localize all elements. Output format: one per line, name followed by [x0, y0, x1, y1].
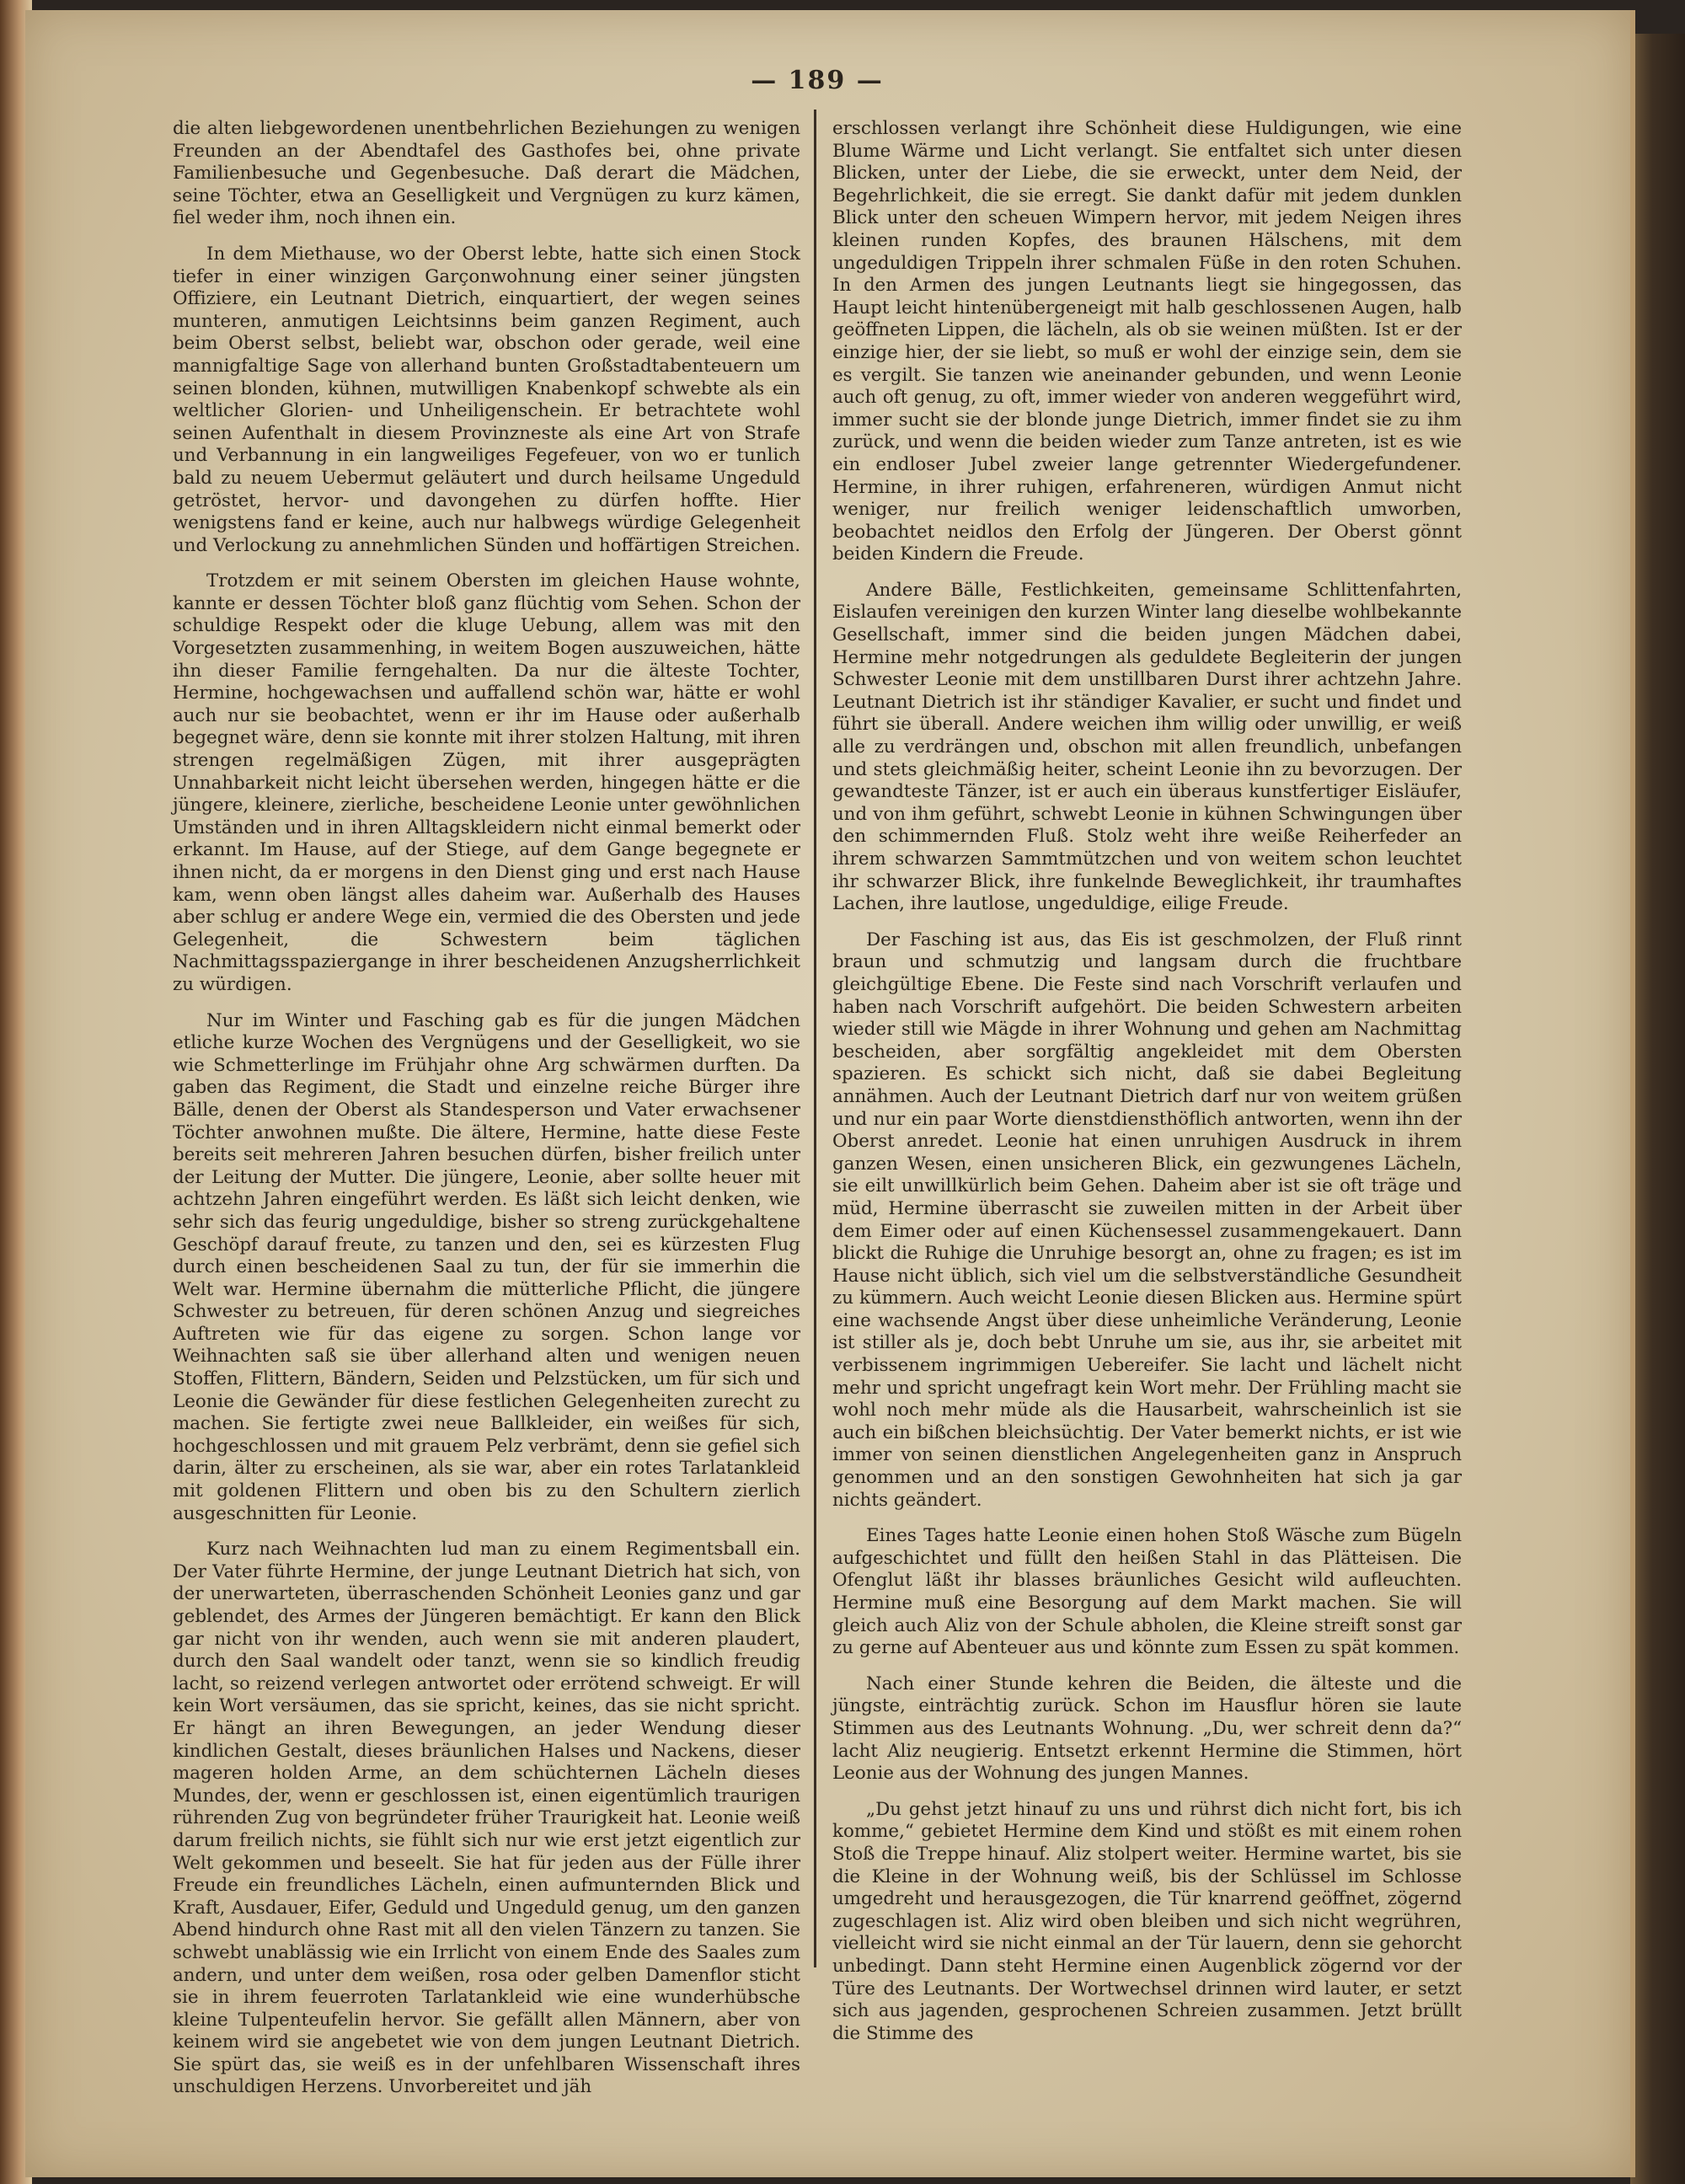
paragraph: Trotzdem er mit seinem Obersten im gleichen Hause wohnte, kannte er dessen Töchter bloß ganz flüchtig vom Sehen. Schon der schuldige Respekt oder die kluge Uebung, allem was mit den Vorgesetzten zusammenhing, in weitem Bogen auszuweichen, hätte ihn dieser Familie ferngehalten. Da nur die älteste Tochter, Hermine, hochgewachsen und auffallend schön war, hätte er wohl auch nur sie beobachtet, wenn er ihr im Hause oder außerhalb begegnet wäre, denn sie konnte mit ihrer stolzen Haltung, mit ihren strengen regelmäßigen Zügen, mit ihrer ausgeprägten Unnahbarkeit nicht leicht übersehen werden, hingegen hätte er die jüngere, kleinere, zierliche, bescheidene Leonie unter gewöhnlichen Umständen und in ihren Alltagskleidern nicht einmal bemerkt oder erkannt. Im Hause, auf der Stiege, auf dem Gange begegnete er ihnen nicht, da er morgens in den Dienst ging und erst nach Hause kam, wenn oben längst alles daheim war. Außerhalb des Hauses aber schlug er andere Wege ein, vermied die des Obersten und jede Gelegenheit, die Schwestern beim täglichen Nachmittagsspaziergange in ihrer bescheidenen Anzugsherrlichkeit zu würdigen.	[173, 570, 800, 995]
paragraph: In dem Miethause, wo der Oberst lebte, hatte sich einen Stock tiefer in einer winzigen Garçonwohnung einer seiner jüngsten Offiziere, ein Leutnant Dietrich, einquartiert, der wegen seines munteren, anmutigen Leichtsinns beim ganzen Regiment, auch beim Oberst selbst, beliebt war, obschon oder gerade, weil eine mannigfaltige Sage von allerhand bunten Großstadtabenteuern um seinen blonden, kühnen, mutwilligen Knabenkopf schwebte als ein weltlicher Glorien- und Unheiligenschein. Er betrachtete wohl seinen Aufenthalt in diesem Provinzneste als eine Art von Strafe und Verbannung in ein langweiliges Fegefeuer, von wo er tunlich bald zu neuem Uebermut geläutert und durch heilsame Ungeduld getröstet, hervor- und davongehen zu dürfen hoffte. Hier wenigstens fand er keine, auch nur halbwegs würdige Gelegenheit und Verlockung zu annehmlichen Sünden und hoffärtigen Streichen.	[173, 243, 801, 556]
right-column	[832, 118, 1462, 2058]
paragraph: Andere Bälle, Festlichkeiten, gemeinsame Schlittenfahrten, Eislaufen vereinigen den kurzen Winter lang dieselbe wohlbekannte Gesellschaft, immer sind die beiden jungen Mädchen dabei, Hermine mehr notgedrungen als geduldete Begleiterin der jungen Schwester Leonie mit dem unstillbaren Durst ihrer achtzehn Jahre. Leutnant Dietrich ist ihr ständiger Kavalier, er sucht und findet und führt sie überall. Andere weichen ihm willig oder unwillig, er weiß alle zu verdrängen und, obschon mit allen freundlich, unbefangen und stets gleichmäßig heiter, scheint Leonie ihn zu bevorzugen. Der gewandteste Tänzer, ist er auch ein überaus kunstfertiger Eisläufer, und von ihm geführt, schwebt Leonie in kühnen Schwingungen über den schimmernden Fluß. Stolz weht ihre weiße Reiherfeder an ihrem schwarzen Sammtmützchen und von weitem schon leuchtet ihr schwarzer Blick, ihre funkelnde Beweglichkeit, ihr traumhaftes Lachen, ihre lautlose, ungeduldige, eilige Freude.	[832, 579, 1462, 915]
book-edge-right	[1630, 34, 1685, 2184]
paragraph: Der Fasching ist aus, das Eis ist geschmolzen, der Fluß rinnt braun und schmutzig und langsam durch die fruchtbare gleichgültige Ebene. Die Feste sind nach Vorschrift verlaufen und haben nach Vorschrift aufgehört. Die beiden Schwestern arbeiten wieder still wie Mägde in ihrer Wohnung und gehen am Nachmittag bescheiden, aber sorgfältig angekleidet mit dem Obersten spazieren. Es schickt sich nicht, daß sie dabei Begleitung annähmen. Auch der Leutnant Dietrich darf nur von weitem grüßen und nur ein paar Worte dienstdiensthöflich antworten, wenn ihn der Oberst anredet. Leonie hat einen unruhigen Ausdruck in ihrem ganzen Wesen, einen unsicheren Blick, ein gezwungenes Lächeln, sie eilt unwillkürlich beim Gehen. Daheim aber ist sie oft träge und müd, Hermine überrascht sie zuweilen mitten in der Arbeit über dem Eimer oder auf einen Küchensessel zusammengekauert. Dann blickt die Ruhige die Unruhige besorgt an, ohne zu fragen; es ist im Hause nicht üblich, sich viel um die selbstverständliche Gesundheit zu kümmern. Auch weicht Leonie diesen Blicken aus. Hermine spürt eine wachsende Angst über diese unheimliche Veränderung, Leonie ist stiller als je, doch bebt Unruhe um sie, aus ihr, sie arbeitet mit verbissenem ingrimmigen Uebereifer. Sie lacht und lächelt nicht mehr und spricht ungefragt kein Wort mehr. Der Frühling macht sie wohl noch mehr müde als die Hausarbeit, wahrscheinlich ist sie auch ein bißchen bleichsüchtig. Der Vater bemerkt nichts, er ist wie immer von seinen dienstlichen Angelegenheiten ganz in Anspruch genommen und an den sonstigen Gewohnheiten hat sich ja gar nichts geändert.	[832, 929, 1462, 1511]
paragraph: Eines Tages hatte Leonie einen hohen Stoß Wäsche zum Bügeln aufgeschichtet und füllt den heißen Stahl in das Plätteisen. Die Ofenglut läßt ihr blasses bräunliches Gesicht wild aufleuchten. Hermine muß eine Besorgung auf dem Markt machen. Sie will gleich auch Aliz von der Schule abholen, die Kleine streift sonst gar zu gerne auf Abenteuer aus und könnte zum Essen zu spät kommen.	[832, 1525, 1462, 1659]
left-column	[173, 118, 800, 2112]
paragraph: „Du gehst jetzt hinauf zu uns und rührst dich nicht fort, bis ich komme,“ gebietet Hermine dem Kind und stößt es mit einem rohen Stoß die Treppe hinauf. Aliz stolpert weiter. Hermine wartet, bis sie die Kleine in der Wohnung weiß, bis der Schlüssel im Schlosse umgedreht und herausgezogen, die Tür knarrend geöffnet, zögernd zugeschlagen ist. Aliz wird oben bleiben und sich nicht wegrühren, vielleicht wird sie nicht einmal an der Tür lauern, denn sie gehorcht unbedingt. Dann steht Hermine einen Augenblick zögernd vor der Türe des Leutnants. Der Wortwechsel drinnen wird lauter, er setzt sich aus jagenden, gesprochenen Schreien zusammen. Jetzt brüllt die Stimme des	[832, 1798, 1462, 2044]
page-number: — 189 —	[751, 66, 884, 95]
column-divider	[814, 110, 816, 1967]
paragraph: Nach einer Stunde kehren die Beiden, die älteste und die jüngste, einträchtig zurück. Schon im Hausflur hören sie laute Stimmen aus des Leutnants Wohnung. „Du, wer schreit denn da?“ lacht Aliz neugierig. Entsetzt erkennt Hermine die Stimmen, hört Leonie aus der Wohnung des jungen Mannes.	[832, 1673, 1462, 1785]
paragraph: Kurz nach Weihnachten lud man zu einem Regimentsball ein. Der Vater führte Hermine, der junge Leutnant Dietrich hat sich, von der unerwarteten, überraschenden Schönheit Leonies ganz und gar geblendet, des Armes der Jüngeren bemächtigt. Er kann den Blick gar nicht von ihr wenden, auch wenn sie mit anderen plaudert, durch den Saal wandelt oder tanzt, wenn sie so kindlich freudig lacht, so reizend verlegen antwortet oder errötend schweigt. Er will kein Wort versäumen, das sie spricht, keines, das sie nicht spricht. Er hängt an ihren Bewegungen, an jeder Wendung dieser kindlichen Gestalt, dieses bräunlichen Halses und Nackens, dieser mageren holden Arme, an dem schüchternen Lächeln dieses Mundes, der, wenn er geschlossen ist, einen eigentümlich traurigen rührenden Zug von begründeter früher Traurigkeit hat. Leonie weiß darum freilich nichts, sie fühlt sich nur wie erst jetzt eigentlich zur Welt gekommen und beseelt. Sie hat für jeden aus der Fülle ihrer Freude ein freundliches Lächeln, einen aufmunternden Blick und Kraft, Ausdauer, Eifer, Geduld und Ungeduld genug, um den ganzen Abend hindurch ohne Rast mit all den vielen Tänzern zu tanzen. Sie schwebt unablässig wie ein Irrlicht von einem Ende des Saales zum andern, und unter dem weißen, rosa oder gelben Damenflor sticht sie in ihrem feuerroten Tarlatankleid wie eine wunderhübsche kleine Tulpenteufelin hervor. Sie gefällt allen Männern, aber von keinem wird sie angebetet wie von dem jungen Leutnant Dietrich. Sie spürt das, sie weiß es in der unfehlbaren Wissenschaft ihres unschuldigen Herzens. Unvorbereitet und jäh	[173, 1539, 800, 2098]
paragraph: Nur im Winter und Fasching gab es für die jungen Mädchen etliche kurze Wochen des Vergnügens und der Geselligkeit, wo sie wie Schmetterlinge im Frühjahr ohne Arg schwärmen durften. Da gaben das Regiment, die Stadt und einzelne reiche Bürger ihre Bälle, denen der Oberst als Standesperson und Vater erwachsener Töchter anwohnen mußte. Die ältere, Hermine, hatte diese Feste bereits seit mehreren Jahren besuchen dürfen, bisher freilich unter der Leitung der Mutter. Die jüngere, Leonie, aber sollte heuer mit achtzehn Jahren eingeführt werden. Es läßt sich leicht denken, wie sehr sich das feurig ungeduldige, bisher so streng zurückgehaltene Geschöpf darauf freute, zu tanzen und den, sei es kürzesten Flug durch einen bescheidenen Saal zu tun, der für sie immerhin die Welt war. Hermine übernahm die mütterliche Pflicht, die jüngere Schwester zu betreuen, für deren schönen Anzug und siegreiches Auftreten wie für das eigene zu sorgen. Schon lange vor Weihnachten saß sie über allerhand alten und wenigen neuen Stoffen, Flittern, Bändern, Seiden und Pelzstücken, um für sich und Leonie die Gewänder für diese festlichen Gelegenheiten zurecht zu machen. Sie fertigte zwei neue Ballkleider, ein weißes für sich, hochgeschlossen und mit grauem Pelz verbrämt, denn sie gefiel sich darin, älter zu erscheinen, als sie war, aber ein rotes Tarlatankleid mit goldenen Flittern und oben bis zu den Schultern zierlich ausgeschnitten für Leonie.	[173, 1009, 800, 1524]
paragraph: erschlossen verlangt ihre Schönheit diese Huldigungen, wie eine Blume Wärme und Licht verlangt. Sie entfaltet sich unter diesen Blicken, unter der Liebe, die sie erweckt, unter dem Neid, der Begehrlichkeit, die sie erregt. Sie dankt dafür mit jedem dunklen Blick unter den scheuen Wimpern hervor, mit jedem Neigen ihres kleinen runden Kopfes, des braunen Hälschens, mit dem ungeduldigen Trippeln ihrer schmalen Füße in den roten Schuhen. In den Armen des jungen Leutnants liegt sie hingegossen, das Haupt leicht hintenübergeneigt mit halb geschlossenen Augen, halb geöffneten Lippen, die lächeln, als ob sie weinen müßten. Ist er der einzige hier, der sie liebt, so muß er wohl der einzige sein, dem sie es vergilt. Sie tanzen wie aneinander gebunden, und wenn Leonie auch oft genug, zu oft, immer wieder von anderen weggeführt wird, immer sucht sie der blonde junge Dietrich, immer findet sie zu ihm zurück, und wenn die beiden wieder zum Tanze antreten, ist es wie ein endloser Jubel zweier lange getrennter Wiedergefundener. Hermine, in ihrer ruhigen, erfahreneren, würdigen Anmut nicht weniger, nur freilich weniger leidenschaftlich umworben, beobachtet neidlos den Erfolg der Jüngeren. Der Oberst gönnt beiden Kindern die Freude.	[832, 118, 1462, 565]
paragraph: die alten liebgewordenen unentbehrlichen Beziehungen zu wenigen Freunden an der Abendtafel des Gasthofes bei, ohne private Familienbesuche und Gegenbesuche. Daß derart die Mädchen, seine Töchter, etwa an Geselligkeit und Vergnügen zu kurz kämen, fiel weder ihm, noch ihnen ein.	[173, 118, 800, 229]
